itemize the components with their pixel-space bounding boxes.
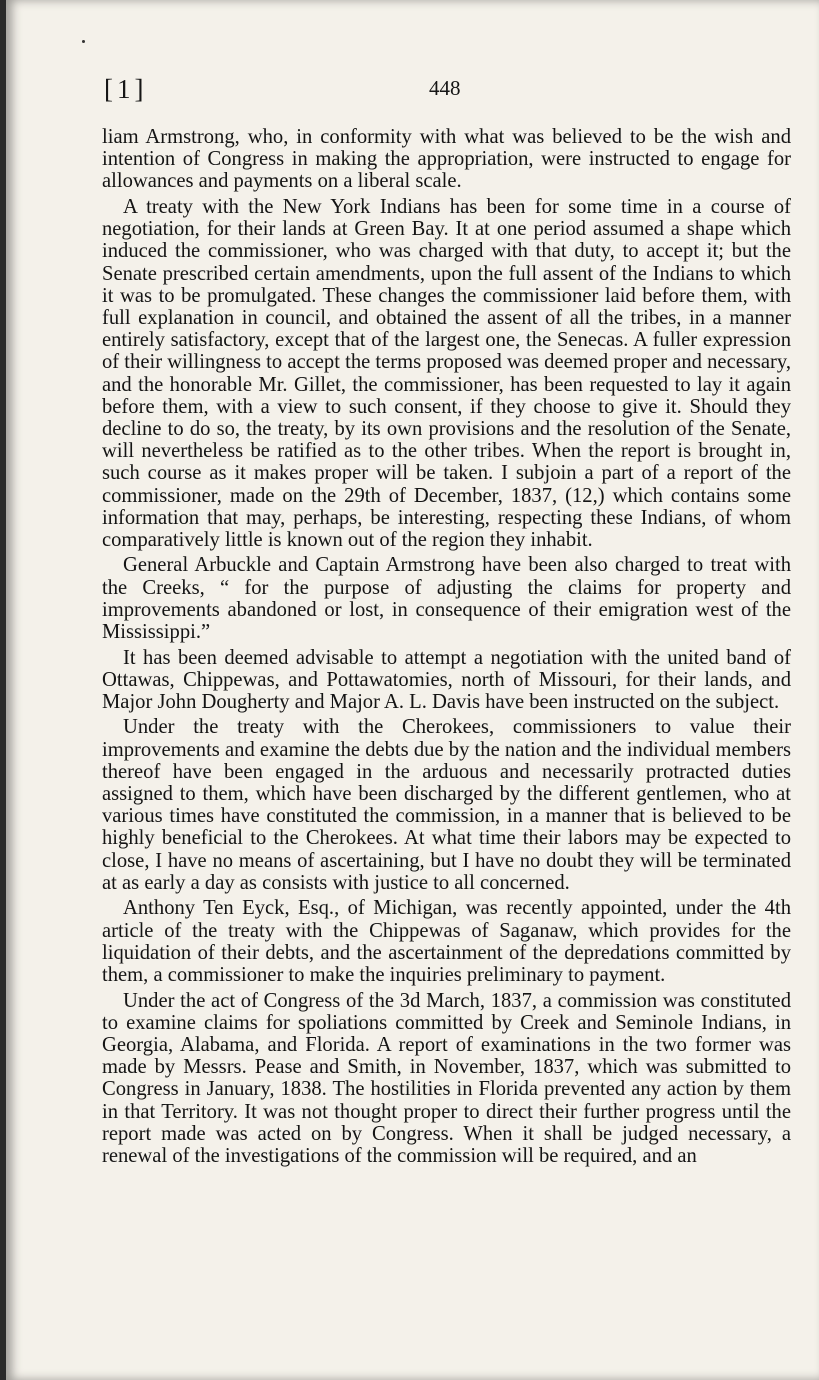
paragraph-new-york-indians: A treaty with the New York Indians has been for some time in a course of negotiation, for their lands at Green Bay. It at one period assumed a shape which induced the commissioner, who was charged with that duty, to accept it; but the Senate prescribed certain amendments, upon the full assent of the Indians to which it was to be promulgated. These changes the commissioner laid before them, with full explanation in council, and obtained the assent of all the tribes, in a manner entirely satisfactory, except that of the largest one, the Senecas. A fuller expression of their willingness to accept the terms proposed was deemed proper and necessary, and the honorable Mr. Gillet, the commissioner, has been requested to lay it again before them, with a view to such consent, if they choose to give it. Should they decline to do so, the treaty, by its own provisions and the resolution of the Senate, will nevertheless be ratified as to the other tribes. When the report is brought in, such course as it makes proper will be taken. I subjoin a part of a report of the commissioner, made on the 29th of December, 1837, (12,) which contains some information that may, perhaps, be interesting, respecting these Indians, of whom comparatively little is known out of the region they inhabit.	[102, 195, 791, 551]
document-page	[6, 0, 819, 1380]
ink-speck	[82, 40, 85, 43]
page-number: 448	[429, 76, 461, 100]
paragraph-cherokees: Under the treaty with the Cherokees, commissioners to value their improvements and examine the debts due by the nation and the individual members thereof have been engaged in the arduous and necessarily protracted duties assigned to them, which have been discharged by the different gentlemen, who at various times have constituted the commission, in a manner that is believed to be highly beneficial to the Cherokees. At what time their labors may be expected to close, I have no means of ascertaining, but I have no doubt they will be terminated at as early a day as consists with justice to all concerned.	[102, 716, 791, 894]
paragraph-continuation: liam Armstrong, who, in conformity with what was believed to be the wish and intention of Congress in making the appropriation, were instructed to engage for allowances and payments on a liberal scale.	[102, 126, 791, 193]
page-header	[104, 74, 764, 110]
paragraph-spoliations: Under the act of Congress of the 3d March, 1837, a commission was constituted to examine claims for spoliations committed by Creek and Seminole Indians, in Georgia, Alabama, and Florida. A report of examinations in the two former was made by Messrs. Pease and Smith, in November, 1837, which was submitted to Congress in January, 1838. The hostilities in Florida prevented any action by them in that Territory. It was not thought proper to direct their further progress until the report made was acted on by Congress. When it shall be judged necessary, a renewal of the investigations of the commission will be required, and an	[102, 989, 791, 1167]
series-number: [1]	[104, 74, 148, 104]
paragraph-creeks: General Arbuckle and Captain Armstrong have been also charged to treat with the Creeks, “ for the purpose of adjusting the claims for property and improvements abandoned or lost, in consequence of their emigration west of the Mississippi.”	[102, 554, 791, 644]
body-text	[102, 126, 791, 1170]
paragraph-ottawas: It has been deemed advisable to attempt a negotiation with the united band of Ottawas, Chippewas, and Pottawatomies, north of Missouri, for their lands, and Major John Dougherty and Major A. L. Davis have been instructed on the subject.	[102, 646, 791, 713]
paragraph-chippewas: Anthony Ten Eyck, Esq., of Michigan, was recently appointed, under the 4th article of the treaty with the Chippewas of Saganaw, which provides for the liquidation of their debts, and the ascertainment of the depredations committed by them, a commissioner to make the inquiries preliminary to payment.	[102, 897, 791, 986]
